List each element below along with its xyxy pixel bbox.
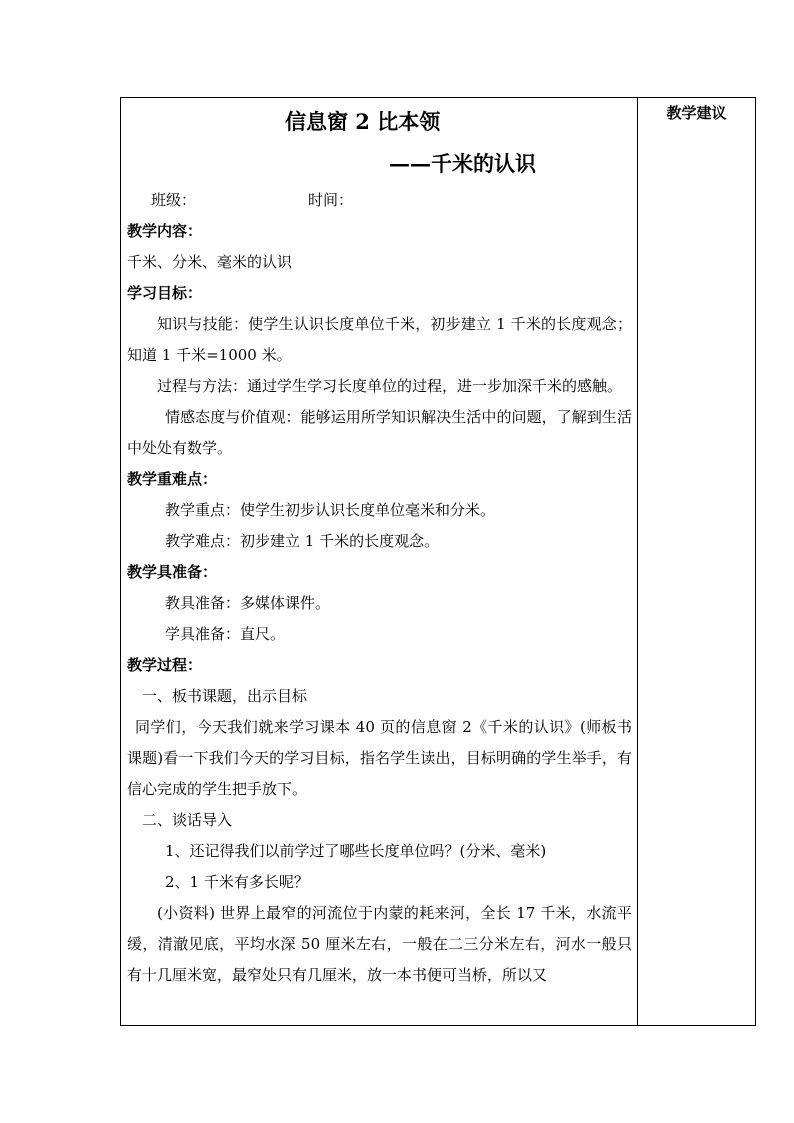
lesson-title: 信息窗 2 比本领 bbox=[285, 109, 441, 134]
lesson-body bbox=[127, 185, 632, 991]
info-text: (小资料) 世界上最窄的河流位于内蒙的耗来河，全长 17 千米，水流平缓，清澈见底，平均水深 50 厘米左右，一般在二三分米左右，河水一般只有十几厘米宽，最窄处只有几厘米，放一本书便可当桥，所以又 bbox=[127, 904, 632, 984]
class-time-line bbox=[127, 185, 632, 216]
student-tools: 学具准备：直尺。 bbox=[165, 625, 286, 643]
content-text: 千米、分米、毫米的认识 bbox=[127, 253, 293, 271]
column-divider bbox=[637, 98, 638, 1025]
time-label: 时间： bbox=[308, 191, 354, 209]
goal-process: 过程与方法：通过学生学习长度单位的过程，进一步加深千米的感触。 bbox=[157, 377, 623, 395]
tools-heading: 教学具准备： bbox=[127, 563, 218, 581]
class-label: 班级： bbox=[151, 191, 197, 209]
step-2-title: 二、谈话导入 bbox=[142, 811, 233, 829]
teacher-tools: 教具准备：多媒体课件。 bbox=[165, 594, 331, 612]
goal-knowledge: 知识与技能：使学生认识长度单位千米，初步建立 1 千米的长度观念；知道 1 千米=1000 米。 bbox=[127, 315, 632, 364]
goals-heading: 学习目标： bbox=[127, 284, 203, 302]
question-1: 1、还记得我们以前学过了哪些长度单位吗？(分米、毫米) bbox=[165, 842, 547, 860]
teaching-advice-header: 教学建议 bbox=[666, 104, 727, 122]
lesson-subtitle: ——千米的认识 bbox=[389, 151, 536, 176]
goal-attitude: 情感态度与价值观：能够运用所学知识解决生活中的问题，了解到生活中处处有数学。 bbox=[127, 408, 632, 457]
step-1-title: 一、板书课题，出示目标 bbox=[142, 687, 308, 705]
content-heading: 教学内容： bbox=[127, 222, 203, 240]
key-heading: 教学重难点： bbox=[127, 470, 218, 488]
step-1-text: 同学们，今天我们就来学习课本 40 页的信息窗 2《千米的认识》(师板书课题)看一下我们今天的学习目标，指名学生读出，目标明确的学生举手，有信心完成的学生把手放下。 bbox=[127, 718, 632, 798]
difficult-point: 教学难点：初步建立 1 千米的长度观念。 bbox=[165, 532, 440, 550]
lesson-plan-table bbox=[120, 97, 756, 1026]
question-2: 2、1 千米有多长呢？ bbox=[165, 873, 309, 891]
key-point: 教学重点：使学生初步认识长度单位毫米和分米。 bbox=[165, 501, 496, 519]
process-heading: 教学过程： bbox=[127, 656, 203, 674]
